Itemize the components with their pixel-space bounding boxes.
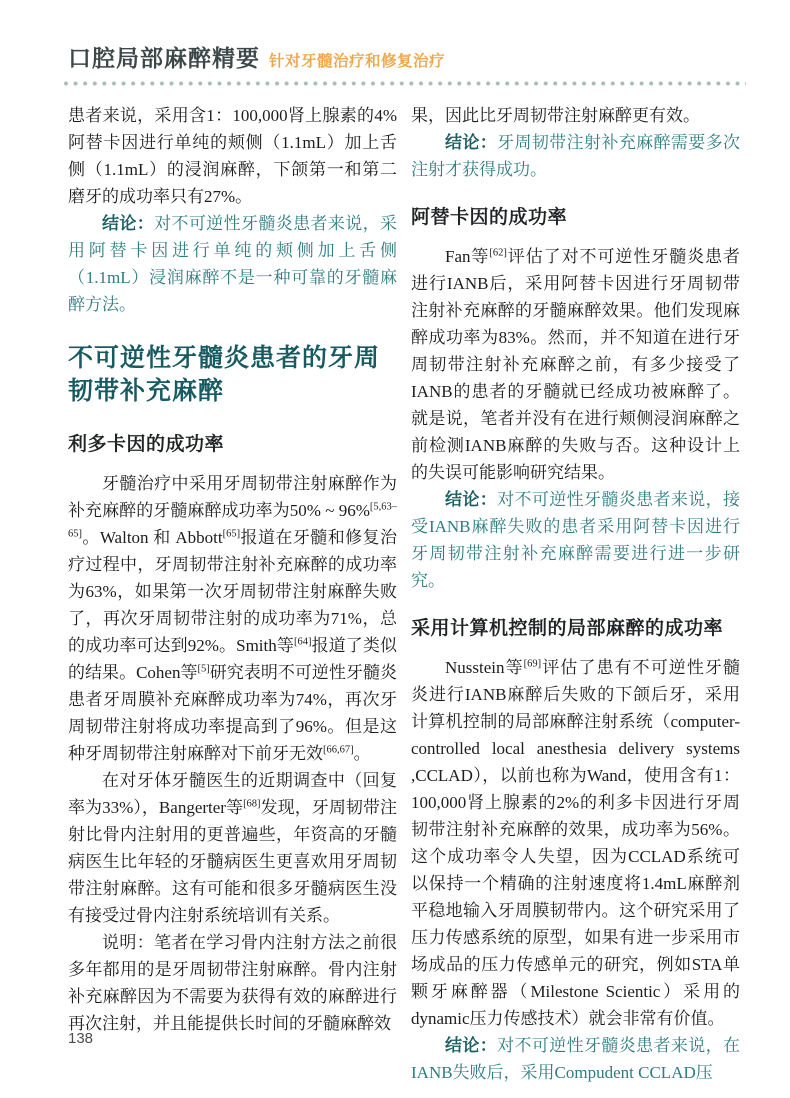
conclusion-label: 结论：	[445, 1036, 498, 1055]
text-run: 报道在牙髓和修复治疗过程中，牙周韧带注射补充麻醉的成功率为63%，如果第一次牙周韧带注射麻醉失败了，再次牙周韧带注射的成功率为71%，总的成功率可达到92%。Smith等	[68, 528, 397, 655]
text-run: 研究表明不可逆性牙髓炎患者牙周膜补充麻醉成功率为74%，再次牙周韧带注射将成功率提高到了96%。但是这种牙周韧带注射麻醉对下前牙无效	[68, 663, 397, 763]
text-run: 说明：笔者在学习骨内注射方法之前很多年都用的是牙周韧带注射麻醉。骨内注射补充麻醉因为不需要为获得有效的麻醉进行再次注射，并且能提供长时间的牙髓麻醉效	[68, 933, 397, 1033]
body-paragraph	[411, 102, 740, 129]
text-run: 牙周韧带注射补充麻醉需要多次注射才获得成功。	[411, 133, 740, 179]
text-run: 对不可逆性牙髓炎患者来说，在IANB失败后，采用Compudent CCLAD压	[411, 1036, 740, 1082]
conclusion-label: 结论：	[445, 490, 498, 509]
body-paragraph	[68, 470, 397, 767]
sub-heading: 利多卡因的成功率	[68, 434, 225, 455]
right-column	[411, 102, 740, 1086]
text-run: Nusstein等	[445, 658, 524, 677]
text-run: 评估了对不可逆性牙髓炎患者进行IANB后，采用阿替卡因进行牙周韧带注射补充麻醉的牙髓麻醉效果。他们发现麻醉成功率为83%。然而，并不知道在进行牙周韧带注射补充麻醉之前，有多少接受了IANB的患者的牙髓就已经成功被麻醉了。就是说，笔者并没有在进行颊侧浸润麻醉之前检测IANB麻醉的失败与否。这种设计上的失误可能影响研究结果。	[411, 247, 741, 482]
body-paragraph	[411, 243, 740, 486]
dotted-divider	[62, 80, 746, 87]
two-column-layout	[68, 102, 740, 1086]
conclusion-label: 结论：	[102, 214, 155, 233]
text-run: Fan等	[445, 247, 490, 266]
section-heading: 不可逆性牙髓炎患者的牙周韧带补充麻醉	[68, 344, 381, 405]
text-run: 评估了患有不可逆性牙髓炎进行IANB麻醉后失败的下颌后牙，采用计算机控制的局部麻醉注射系统（computer-controlled local anesthesia delivery systems ,CCLAD），以前也称为Wand，使用含有1：100,000肾上腺素的2%的利多卡因进行牙周韧带注射补充麻醉的效果，成功率为56%。这个成功率令人失望，因为CCLAD系统可以保持一个精确的注射速度将1.4mL麻醉剂平稳地输入牙周膜韧带内。这个研究采用了压力传感系统的原型，如果有进一步采用市场成品的压力传感单元的研究，例如STA单颗牙麻醉器（Milestone Scientic）采用的dynamic压力传感技术）就会非常有价值。	[411, 658, 741, 1028]
text-run: 。Walton 和 Abbott	[82, 528, 223, 547]
citation-superscript: [68]	[243, 798, 261, 810]
citation-superscript: [5,63–65]	[68, 501, 397, 540]
body-paragraph	[411, 654, 740, 1032]
citation-superscript: [65]	[222, 528, 241, 540]
conclusion-paragraph	[68, 210, 397, 318]
text-run: 在对牙体牙髓医生的近期调查中（回复率为33%），Bangerter等	[68, 771, 397, 817]
text-run: 发现，牙周韧带注射比骨内注射用的更普遍些，年资高的牙髓病医生比年轻的牙髓病医生更喜欢用牙周韧带注射麻醉。这有可能和很多牙髓病医生没有接受过骨内注射系统培训有关系。	[68, 798, 397, 925]
text-run: 果，因此比牙周韧带注射麻醉更有效。	[411, 106, 700, 125]
conclusion-label: 结论：	[445, 133, 498, 152]
sub-heading: 采用计算机控制的局部麻醉的成功率	[411, 618, 724, 639]
citation-superscript: [64]	[293, 636, 312, 648]
page-number: 138	[68, 1030, 94, 1047]
left-column	[68, 102, 397, 1086]
body-paragraph	[68, 929, 397, 1037]
citation-superscript: [62]	[489, 247, 507, 259]
conclusion-paragraph	[411, 1032, 740, 1086]
text-run: 。	[353, 744, 371, 763]
sub-heading: 阿替卡因的成功率	[411, 207, 568, 228]
citation-superscript: [66,67]	[323, 744, 354, 756]
body-paragraph	[68, 767, 397, 929]
citation-superscript: [69]	[523, 658, 542, 670]
text-run: 报道了类似的结果。Cohen等	[68, 636, 398, 682]
text-run: 对不可逆性牙髓炎患者来说，采用阿替卡因进行单纯的颊侧加上舌侧（1.1mL）浸润麻醉不是一种可靠的牙髓麻醉方法。	[68, 214, 397, 314]
text-run: 患者来说，采用含1：100,000肾上腺素的4%阿替卡因进行单纯的颊侧（1.1mL）加上舌侧（1.1mL）的浸润麻醉，下颌第一和第二磨牙的成功率只有27%。	[68, 106, 397, 206]
book-title: 口腔局部麻醉精要	[68, 45, 260, 71]
citation-superscript: [5]	[197, 663, 210, 675]
page-header	[68, 40, 740, 73]
chapter-subtitle: 针对牙髓治疗和修复治疗	[269, 53, 446, 70]
body-paragraph	[68, 102, 397, 210]
text-run: 对不可逆性牙髓炎患者来说，接受IANB麻醉失败的患者采用阿替卡因进行牙周韧带注射补充麻醉需要进行进一步研究。	[411, 490, 740, 590]
conclusion-paragraph	[411, 129, 740, 183]
text-run: 牙髓治疗中采用牙周韧带注射麻醉作为补充麻醉的牙髓麻醉成功率为50% ~ 96%	[68, 474, 397, 520]
conclusion-paragraph	[411, 486, 740, 594]
